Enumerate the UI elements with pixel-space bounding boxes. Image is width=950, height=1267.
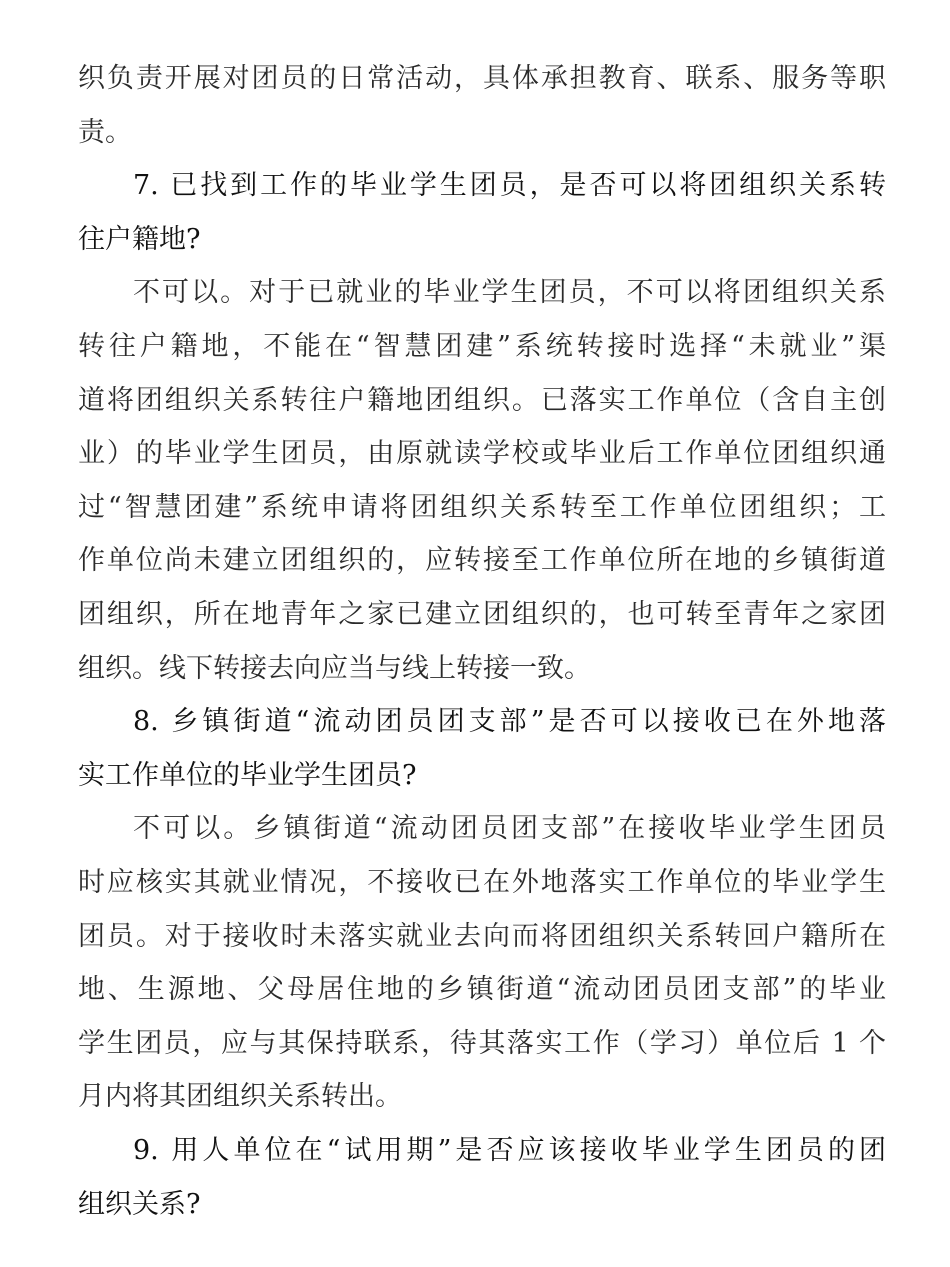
answer-8-line: 地、生源地、父母居住地的乡镇街道“流动团员团支部”的毕业	[78, 974, 886, 1005]
answer-7-line: 团组织，所在地青年之家已建立团组织的，也可转至青年之家团	[78, 599, 886, 630]
answer-7-line: 道将团组织关系转往户籍地团组织。已落实工作单位（含自主创	[78, 385, 886, 416]
answer-8-line: 团员。对于接收时未落实就业去向而将团组织关系转回户籍所在	[78, 921, 886, 952]
answer-7-line: 过“智慧团建”系统申请将团组织关系转至工作单位团组织；工	[78, 492, 886, 523]
answer-8-line: 月内将其团组织关系转出。	[78, 1081, 402, 1112]
answer-8-line: 时应核实其就业情况，不接收已在外地落实工作单位的毕业学生	[78, 867, 886, 898]
answer-7-line: 不可以。对于已就业的毕业学生团员，不可以将团组织关系	[133, 277, 886, 308]
answer-7-line: 作单位尚未建立团组织的，应转接至工作单位所在地的乡镇街道	[78, 545, 886, 576]
question-9-heading: 组织关系?	[78, 1189, 201, 1220]
question-7-heading: 7. 已找到工作的毕业学生团员，是否可以将团组织关系转	[133, 170, 886, 201]
paragraph-line: 织负责开展对团员的日常活动，具体承担教育、联系、服务等职	[78, 63, 886, 94]
question-8-heading: 实工作单位的毕业学生团员?	[78, 760, 417, 791]
question-8-heading: 8. 乡镇街道“流动团员团支部”是否可以接收已在外地落	[133, 706, 886, 737]
question-9-heading: 9. 用人单位在“试用期”是否应该接收毕业学生团员的团	[133, 1135, 886, 1166]
answer-7-line: 业）的毕业学生团员，由原就读学校或毕业后工作单位团组织通	[78, 438, 886, 469]
question-7-heading: 往户籍地?	[78, 224, 201, 255]
answer-7-line: 组织。线下转接去向应当与线上转接一致。	[78, 653, 591, 684]
answer-8-line: 不可以。乡镇街道“流动团员团支部”在接收毕业学生团员	[133, 813, 886, 844]
answer-7-line: 转往户籍地，不能在“智慧团建”系统转接时选择“未就业”渠	[78, 331, 886, 362]
answer-8-line: 学生团员，应与其保持联系，待其落实工作（学习）单位后 1 个	[78, 1028, 886, 1059]
paragraph-line: 责。	[78, 117, 132, 148]
